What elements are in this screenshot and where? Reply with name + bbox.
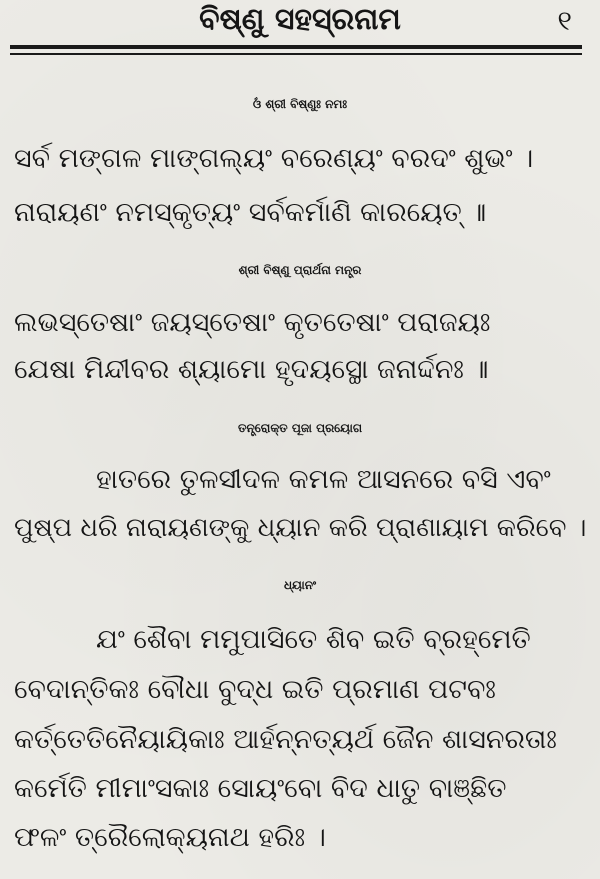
invocation-line-2: ନାରାୟଣଂ ନମସ୍କୃତ୍ୟଂ ସର୍ବକର୍ମାଣି କାରୟେତ୍ ॥	[14, 197, 487, 228]
puja-line-2: ପୁଷ୍ପ ଧରି ନାରାୟଣଙ୍କୁ ଧ୍ୟାନ କରି ପ୍ରାଣାୟାମ କରିବେ ।	[14, 513, 587, 543]
dhyanam-line-5: ଫଳଂ ତ୍ରୈଲୋକ୍ୟନାଥ ହରିଃ ।	[14, 822, 326, 853]
dhyanam-line-2: ବେଦାନ୍ତିକଃ ବୌଧା ବୁଦ୍ଧ ଇତି ପ୍ରମାଣ ପଟବଃ	[14, 674, 496, 705]
prayer-line-1: ଲଭସ୍ତେଷାଂ ଜୟସ୍ତେଷାଂ କୃତତେଷାଂ ପରାଜୟଃ	[14, 307, 491, 338]
page-number: ୧	[557, 4, 572, 37]
dhyanam-line-3: କର୍ତ୍ତେତିନୈୟାୟିକାଃ ଆର୍ହନ୍ନତ୍ୟର୍ଥ ଜୈନ ଶାସନରତାଃ	[14, 724, 557, 755]
heading-prayer: ଶ୍ରୀ ବିଷ୍ଣୁ ପ୍ରାର୍ଥନା ମନ୍ତ୍ର	[238, 263, 362, 277]
header-rule-thin	[10, 53, 582, 55]
puja-line-1: ହାତରେ ତୁଳସୀଦଳ କମଳ ଆସନରେ ବସି ଏବଂ	[96, 464, 551, 495]
running-title: ବିଷ୍ଣୁ ସହସ୍ରନାମ	[199, 2, 401, 37]
header-rule-thick	[10, 45, 582, 49]
heading-dhyanam: ଧ୍ୟାନଂ	[283, 578, 317, 592]
heading-invocation: ଓଁ ଶ୍ରୀ ବିଷ୍ଣୁଃ ନମଃ	[252, 97, 348, 111]
dhyanam-line-4: କର୍ମେତି ମୀମାଂସକାଃ ସୋୟଂବୋ ବିଦ ଧାତୁ ବାଞ୍ଛିତ	[14, 773, 507, 804]
running-header	[0, 0, 600, 40]
invocation-line-1: ସର୍ବ ମଙ୍ଗଳ ମାଙ୍ଗଲ୍ୟଂ ବରେଣ୍ୟଂ ବରଦଂ ଶୁଭଂ ।	[14, 143, 534, 174]
prayer-line-2: ଯେଷା ମିନ୍ଦୀବର ଶ୍ୟାମୋ ହୃଦୟସ୍ଥୋ ଜନାର୍ଦ୍ଦନଃ ॥	[14, 354, 489, 385]
dhyanam-line-1: ଯଂ ଶୈବା ମମୁପାସିତେ ଶିବ ଇତି ବ୍ରହ୍ମେତି	[96, 624, 531, 655]
heading-puja: ତନ୍ତ୍ରୋକ୍ତ ପୂଜା ପ୍ରୟୋଗ	[237, 421, 363, 435]
